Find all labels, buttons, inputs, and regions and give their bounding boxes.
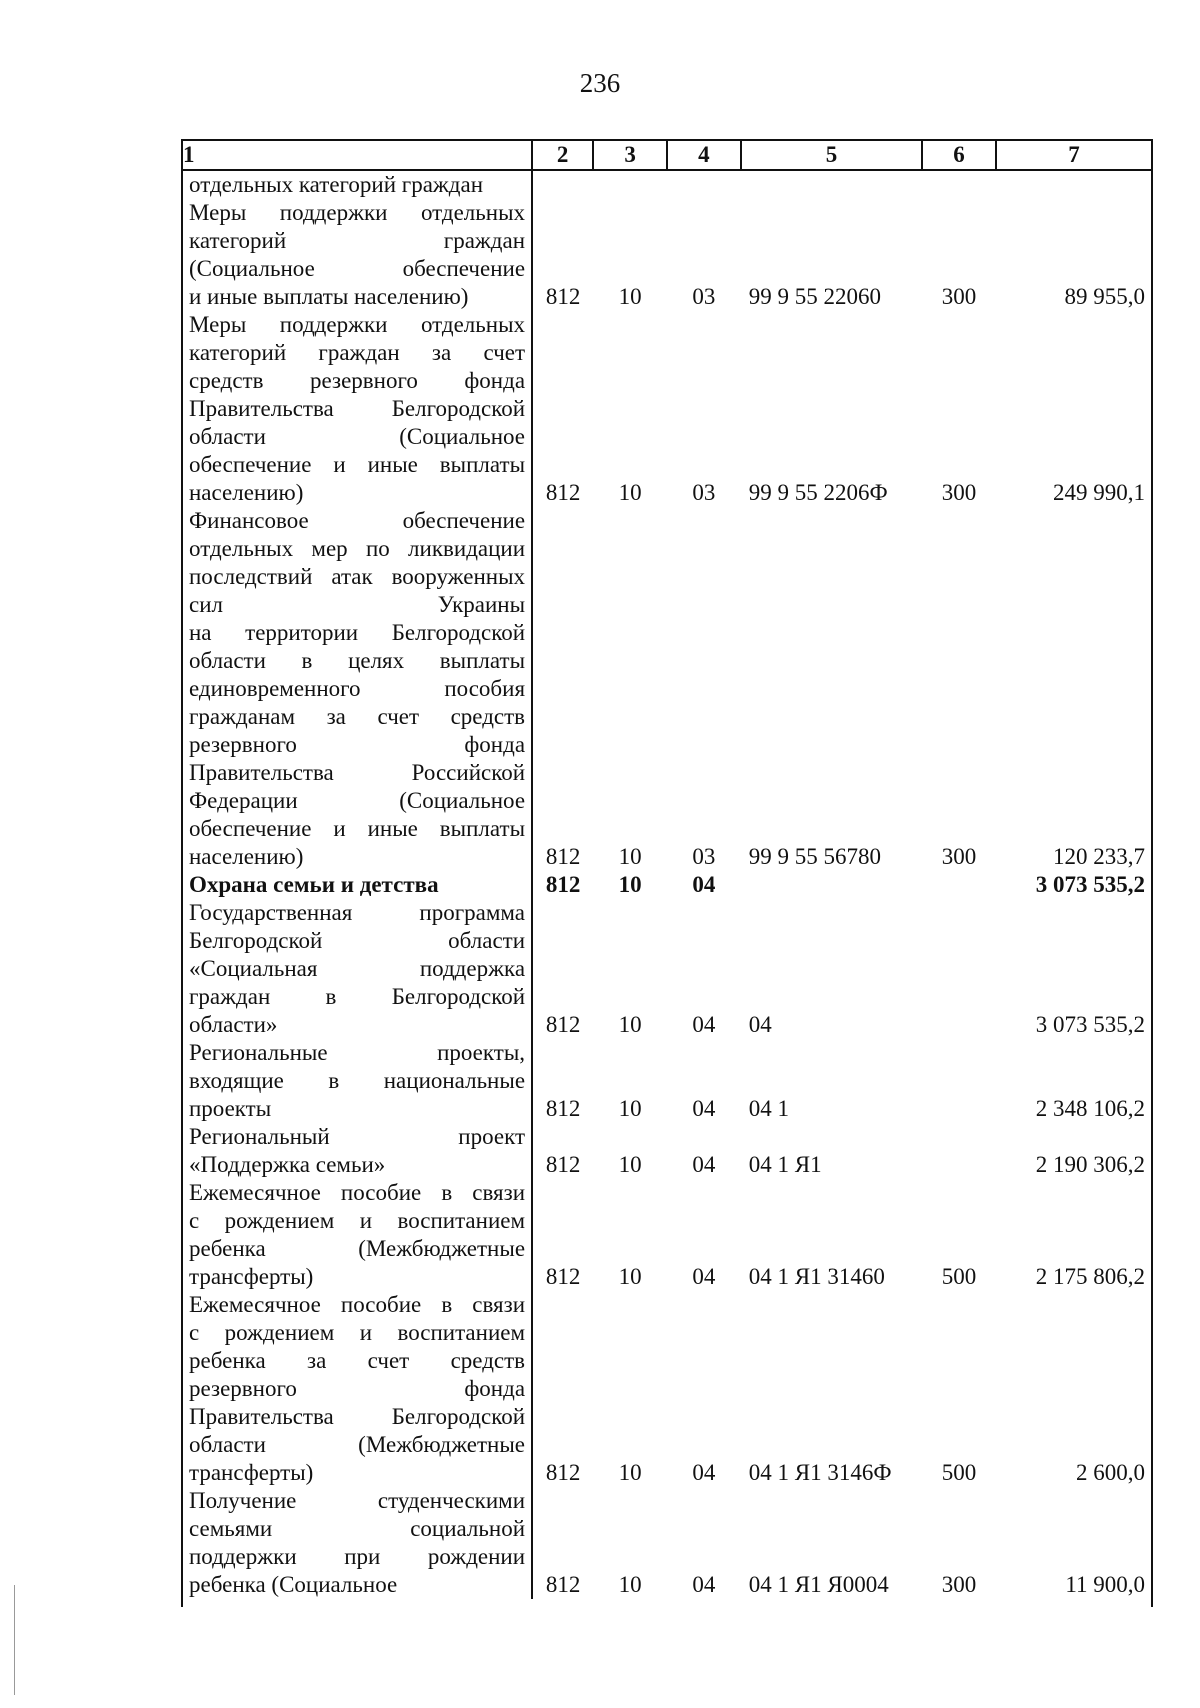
code-section: 10 — [618, 1096, 642, 1121]
header-col-4: 4 — [667, 140, 741, 170]
description-line: ребенка за счет средств — [189, 1348, 526, 1373]
description-line: категорий граждан — [189, 228, 526, 253]
description-line: Правительства Российской — [189, 760, 526, 785]
table-row — [182, 311, 1152, 507]
row-description — [182, 199, 532, 311]
code-ministry: 812 — [545, 480, 581, 505]
code-target-article: 04 — [748, 1012, 772, 1037]
row-description — [182, 311, 532, 507]
table-left-border-tail — [181, 1593, 183, 1607]
description-line: Региональный проект — [189, 1124, 526, 1149]
description-line: семьями социальной — [189, 1516, 526, 1541]
code-expense-type — [922, 1123, 996, 1179]
code-section: 10 — [618, 1012, 642, 1037]
code-section: 10 — [618, 1460, 642, 1485]
description-line: на территории Белгородской — [189, 620, 526, 645]
row-description — [182, 871, 532, 899]
code-target-article: 04 1 — [748, 1096, 790, 1121]
code-ministry: 812 — [545, 1096, 581, 1121]
code-ministry: 812 — [545, 1572, 581, 1597]
code-section — [593, 170, 667, 199]
code-target-article: 04 1 Я1 Я0004 — [748, 1572, 889, 1597]
code-section: 10 — [618, 844, 642, 869]
description-line: Региональные проекты, — [189, 1040, 526, 1065]
description-line: «Поддержка семьи» — [189, 1152, 386, 1177]
code-ministry: 812 — [545, 844, 581, 869]
code-target-article: 99 9 55 56780 — [748, 844, 882, 869]
table-header-row — [182, 140, 1152, 170]
code-expense-type: 300 — [941, 480, 977, 505]
code-expense-type — [922, 871, 996, 899]
description-line: отдельных мер по ликвидации — [189, 536, 526, 561]
code-expense-type — [922, 1039, 996, 1123]
description-line: Финансовое обеспечение — [189, 508, 526, 533]
description-line: Правительства Белгородской — [189, 396, 526, 421]
code-subsection: 04 — [692, 1572, 716, 1597]
amount: 120 233,7 — [996, 507, 1152, 871]
row-description — [182, 899, 532, 1039]
row-description — [182, 170, 532, 199]
code-subsection: 04 — [692, 1096, 716, 1121]
description-line: поддержки при рождении — [189, 1544, 526, 1569]
code-ministry: 812 — [545, 1460, 581, 1485]
description-line: с рождением и воспитанием — [189, 1208, 526, 1233]
code-subsection: 03 — [692, 284, 716, 309]
description-line: (Социальное обеспечение — [189, 256, 526, 281]
table-row — [182, 871, 1152, 899]
table-row — [182, 507, 1152, 871]
code-ministry: 812 — [545, 1264, 581, 1289]
code-ministry — [532, 170, 593, 199]
description-line: последствий атак вооруженных — [189, 564, 526, 589]
description-line: области (Межбюджетные — [189, 1432, 526, 1457]
header-col-7: 7 — [996, 140, 1152, 170]
header-col-3: 3 — [593, 140, 667, 170]
code-expense-type: 300 — [941, 844, 977, 869]
code-subsection: 04 — [692, 1264, 716, 1289]
table-right-border-tail — [1151, 1593, 1153, 1607]
description-line: населению) — [189, 844, 304, 869]
code-section: 10 — [618, 1264, 642, 1289]
description-line: сил Украины — [189, 592, 526, 617]
code-expense-type — [922, 899, 996, 1039]
code-target-article: 99 9 55 22060 — [748, 284, 882, 309]
description-line: резервного фонда — [189, 732, 526, 757]
header-col-2: 2 — [532, 140, 593, 170]
code-target-article: 04 1 Я1 — [748, 1152, 822, 1177]
table-row — [182, 1123, 1152, 1179]
description-line: граждан в Белгородской — [189, 984, 526, 1009]
description-line: ребенка (Межбюджетные — [189, 1236, 526, 1261]
amount: 3 073 535,2 — [996, 871, 1152, 899]
code-section: 10 — [618, 1152, 642, 1177]
table-row — [182, 1039, 1152, 1123]
description-line: Меры поддержки отдельных — [189, 312, 526, 337]
description-line: Получение студенческими — [189, 1488, 526, 1513]
header-col-1: 1 — [182, 140, 532, 170]
description-line: Государственная программа — [189, 900, 526, 925]
table-row — [182, 1179, 1152, 1291]
code-target-article — [741, 170, 922, 199]
description-line: единовременного пособия — [189, 676, 526, 701]
scan-margin-line — [14, 1585, 15, 1695]
amount: 2 190 306,2 — [996, 1123, 1152, 1179]
description-line: проекты — [189, 1096, 272, 1121]
code-expense-type: 500 — [941, 1460, 977, 1485]
code-section: 10 — [618, 1572, 642, 1597]
code-section: 10 — [618, 480, 642, 505]
row-description — [182, 1291, 532, 1487]
page-number: 236 — [579, 68, 621, 98]
code-target-article: 04 1 Я1 3146Ф — [748, 1460, 892, 1485]
code-ministry: 812 — [545, 1152, 581, 1177]
code-expense-type: 500 — [941, 1264, 977, 1289]
code-subsection: 03 — [692, 480, 716, 505]
code-target-article: 99 9 55 2206Ф — [748, 480, 888, 505]
code-subsection — [667, 170, 741, 199]
amount: 89 955,0 — [996, 199, 1152, 311]
description-line: Ежемесячное пособие в связи — [189, 1180, 526, 1205]
description-line: входящие в национальные — [189, 1068, 526, 1093]
table-row — [182, 1487, 1152, 1599]
row-description — [182, 1123, 532, 1179]
description-line: Меры поддержки отдельных — [189, 200, 526, 225]
description-line: с рождением и воспитанием — [189, 1320, 526, 1345]
table-row — [182, 1291, 1152, 1487]
code-subsection: 04 — [692, 1012, 716, 1037]
description-line: населению) — [189, 480, 304, 505]
code-section: 10 — [618, 872, 642, 897]
description-line: Федерации (Социальное — [189, 788, 526, 813]
description-line: категорий граждан за счет — [189, 340, 526, 365]
header-col-6: 6 — [922, 140, 996, 170]
description-line: гражданам за счет средств — [189, 704, 526, 729]
row-description — [182, 507, 532, 871]
description-line: «Социальная поддержка — [189, 956, 526, 981]
table-row — [182, 170, 1152, 199]
description-line: трансферты) — [189, 1460, 314, 1485]
code-subsection: 03 — [692, 844, 716, 869]
code-expense-type — [922, 170, 996, 199]
amount: 2 175 806,2 — [996, 1179, 1152, 1291]
code-expense-type: 300 — [941, 284, 977, 309]
description-line: средств резервного фонда — [189, 368, 526, 393]
code-ministry: 812 — [545, 872, 581, 897]
code-expense-type: 300 — [941, 1572, 977, 1597]
code-section: 10 — [618, 284, 642, 309]
code-subsection: 04 — [692, 1152, 716, 1177]
description-line: Охрана семьи и детства — [189, 872, 439, 897]
code-ministry: 812 — [545, 1012, 581, 1037]
amount: 11 900,0 — [996, 1487, 1152, 1599]
row-description — [182, 1179, 532, 1291]
table-row — [182, 199, 1152, 311]
code-subsection: 04 — [692, 872, 716, 897]
amount: 2 348 106,2 — [996, 1039, 1152, 1123]
description-line: Правительства Белгородской — [189, 1404, 526, 1429]
description-line: Белгородской области — [189, 928, 526, 953]
description-line: отдельных категорий граждан — [189, 172, 484, 197]
description-line: обеспечение и иные выплаты — [189, 452, 526, 477]
description-line: области» — [189, 1012, 278, 1037]
row-description — [182, 1487, 532, 1599]
description-line: ребенка (Социальное — [189, 1572, 398, 1597]
description-line: Ежемесячное пособие в связи — [189, 1292, 526, 1317]
description-line: трансферты) — [189, 1264, 314, 1289]
amount — [996, 170, 1152, 199]
table-row — [182, 899, 1152, 1039]
description-line: и иные выплаты населению) — [189, 284, 469, 309]
description-line: резервного фонда — [189, 1376, 526, 1401]
description-line: области в целях выплаты — [189, 648, 526, 673]
code-subsection: 04 — [692, 1460, 716, 1485]
row-description — [182, 1039, 532, 1123]
description-line: обеспечение и иные выплаты — [189, 816, 526, 841]
budget-table — [181, 139, 1153, 1599]
header-col-5: 5 — [741, 140, 922, 170]
code-target-article: 04 1 Я1 31460 — [748, 1264, 885, 1289]
amount: 2 600,0 — [996, 1291, 1152, 1487]
code-target-article — [741, 871, 922, 899]
amount: 249 990,1 — [996, 311, 1152, 507]
amount: 3 073 535,2 — [996, 899, 1152, 1039]
description-line: области (Социальное — [189, 424, 526, 449]
code-ministry: 812 — [545, 284, 581, 309]
